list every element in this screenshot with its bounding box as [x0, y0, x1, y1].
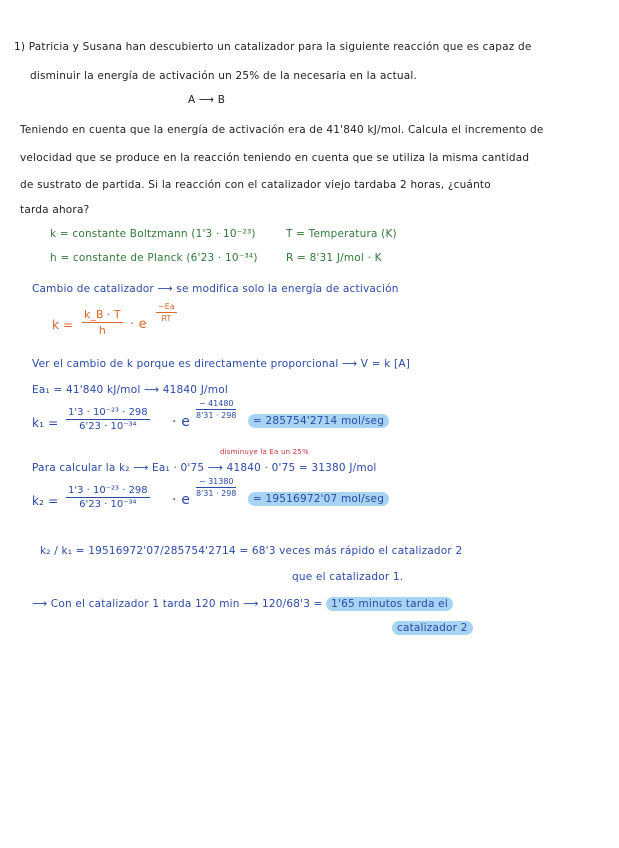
ratio-line-1: k₂ / k₁ = 19516972'07/285754'2714 = 68'3 veces más rápido el catalizador 2 — [40, 545, 463, 557]
k1-numerator: 1'3 · 10⁻²³ · 298 — [68, 407, 148, 418]
problem-line-4: velocidad que se produce en la reacción teniendo en cuenta que se utiliza la misma cantidad — [20, 152, 530, 164]
eyring-denominator: h — [98, 324, 106, 337]
rate-proportional-note: Ver el cambio de k porque es directamente proporcional ⟶ V = k [A] — [32, 358, 411, 370]
k1-denominator: 6'23 · 10⁻³⁴ — [79, 421, 137, 432]
constant-temperature: T = Temperatura (K) — [286, 228, 397, 240]
ea1-value: Ea₁ = 41'840 kJ/mol ⟶ 41840 J/mol — [32, 384, 228, 396]
problem-line-3: Teniendo en cuenta que la energía de activación era de 41'840 kJ/mol. Calcula el incremento de — [20, 124, 544, 136]
k2-exponent — [196, 477, 236, 498]
k1-exponent-den: 8'31 · 298 — [196, 411, 237, 420]
constant-gas: R = 8'31 J/mol · K — [286, 252, 382, 264]
eyring-exponent-den: RT — [161, 314, 172, 323]
eyring-formula-fraction — [82, 308, 123, 337]
eyring-numerator: k_B · T — [84, 308, 121, 321]
eyring-formula-lhs: k = — [52, 318, 74, 332]
k2-result-highlight: = 19516972'07 mol/seg — [248, 492, 389, 506]
catalyst-change-note: Cambio de catalizador ⟶ se modifica solo la energía de activación — [32, 283, 399, 295]
ratio-line-2: que el catalizador 1. — [292, 571, 404, 583]
k1-result-highlight: = 285754'2714 mol/seg — [248, 414, 389, 428]
k2-exponent-num: − 31380 — [196, 477, 236, 488]
k1-lhs: k₁ = — [32, 416, 59, 430]
constant-planck: h = constante de Planck (6'23 · 10⁻³⁴) — [50, 252, 258, 264]
k1-exponential: · e — [172, 414, 191, 430]
k2-result — [248, 493, 389, 505]
problem-line-5: de sustrato de partida. Si la reacción con el catalizador viejo tardaba 2 horas, ¿cuánto — [20, 179, 491, 191]
time-line-1-text: ⟶ Con el catalizador 1 tarda 120 min ⟶ 120/68'3 = — [32, 598, 323, 610]
k1-exponent — [196, 399, 236, 420]
reaction-equation: A ⟶ B — [188, 94, 226, 106]
constant-boltzmann: k = constante Boltzmann (1'3 · 10⁻²³) — [50, 228, 256, 240]
k2-exponential: · e — [172, 492, 191, 508]
k1-fraction — [66, 407, 150, 432]
k2-fraction — [66, 485, 150, 510]
eyring-exponential: · e — [130, 317, 147, 332]
k1-result — [248, 415, 389, 427]
eyring-exponent-num: −Ea — [158, 302, 175, 311]
k2-lhs: k₂ = — [32, 494, 59, 508]
problem-line-1: 1) Patricia y Susana han descubierto un catalizador para la siguiente reacción que es capaz de — [14, 41, 532, 53]
problem-line-6: tarda ahora? — [20, 204, 90, 216]
k2-exponent-den: 8'31 · 298 — [196, 489, 237, 498]
k2-numerator: 1'3 · 10⁻²³ · 298 — [68, 485, 148, 496]
k2-calc: Para calcular la k₂ ⟶ Ea₁ · 0'75 ⟶ 41840 · 0'75 = 31380 J/mol — [32, 462, 377, 474]
k1-exponent-num: − 41480 — [196, 399, 236, 410]
time-line-2 — [392, 622, 473, 634]
time-line-1 — [32, 598, 453, 610]
time-result-highlight: 1'65 minutos tarda el — [326, 597, 453, 611]
problem-line-2: disminuir la energía de activación un 25% de la necesaria en la actual. — [30, 70, 418, 82]
eyring-exponent — [156, 302, 177, 323]
k2-note: disminuye la Ea un 25% — [220, 448, 309, 456]
time-result-highlight-2: catalizador 2 — [392, 621, 473, 635]
k2-denominator: 6'23 · 10⁻³⁴ — [79, 499, 137, 510]
